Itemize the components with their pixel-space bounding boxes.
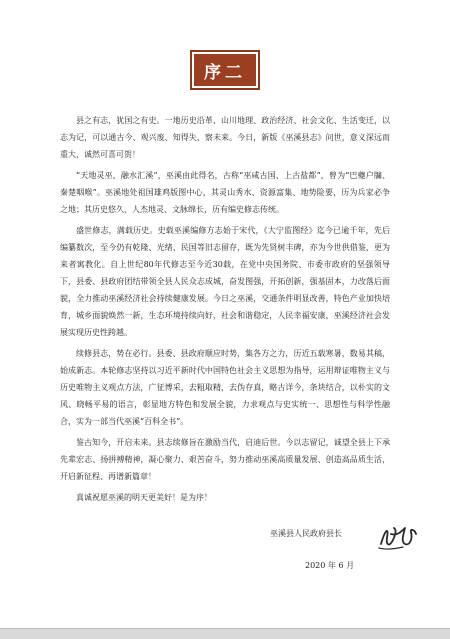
bottom-scan-edge <box>0 628 450 639</box>
paragraph: 县之有志，犹国之有史。一地历史沿革、山川地理、政治经济、社会文化、生活变迁，以志为记，可以通古今、观兴废、知得失、察未来。今日，新版《巫溪县志》问世，意义深远而重大，诚然可喜可贺！ <box>60 116 390 159</box>
paragraph: 真诚祝愿巫溪的明天更美好！是为序！ <box>76 493 212 502</box>
signer-title: 巫溪县人民政府县长 <box>270 529 342 538</box>
handwritten-signature <box>375 520 420 554</box>
paragraph: 续修县志，势在必行。县委、县政府顺应时势，集各方之力，历近五载寒暑，数易其稿，始成新志。本轮修志坚持以习近平新时代中国特色社会主义思想为指导，运用辩证唯物主义与历史唯物主义观点方法，广征博采，去粗取精，去伪存真，略古详今，条块结合，以朴实的文风、晓畅平易的语言，彰显地方特色和发展全貌，力求观点与史实统一、思想性与科学性融合，实为一部当代巫溪“百科全书”。 <box>60 349 390 426</box>
paragraph: 鉴古知今，开启未来。县志续修旨在激励当代，启迪后世。今以志留记，诚望全县上下承先辈宏志、扬拼搏精神，凝心聚力、艰苦奋斗，努力推动巫溪高质量发展、创造高品质生活，开启新征程、再谱新篇章！ <box>60 438 390 481</box>
title-banner <box>190 50 260 90</box>
page-title: 序二 <box>194 54 256 86</box>
signature-block <box>270 520 420 580</box>
date-text: 2020 年 6 月 <box>305 561 355 570</box>
bottom-divider <box>0 628 450 629</box>
paragraph: “天地灵巫，融水汇溪”，巫溪由此得名，古称“巫咸古国、上古盐都”，曾为“巴夔户牖、秦楚咽喉”。巫溪地处祖国雄鸡版图中心，其灵山秀水、资源富集、地势险要，历为兵家必争之地；其历史悠久、人杰地灵、文脉绵长，历有编史修志传统。 <box>60 171 390 214</box>
paragraph: 盛世修志，满载历史。史载巫溪编修方志始于宋代，《大宁监图经》迄今已逾千年，先后编纂数次，至今仍有乾隆、光绪、民国等旧志留存，既为先贤树丰碑，亦为今世供借鉴，更为来者寓教化。自上世纪80年代修志至今近30载，在党中央国务院、市委市政府的坚强领导下，县委、县政府团结带领全县人民众志成城，奋发图强，开拓创新，强基固本，力改落后面貌，全力推动巫溪经济社会持续健康发展。今日之巫溪，交通条件明显改善，特色产业加快培育，城乡面貌焕然一新，生态环境持续向好，社会和谐稳定，人民幸福安康，巫溪经济社会发展实现历史性跨越。 <box>60 226 390 337</box>
preface-body <box>60 112 390 510</box>
